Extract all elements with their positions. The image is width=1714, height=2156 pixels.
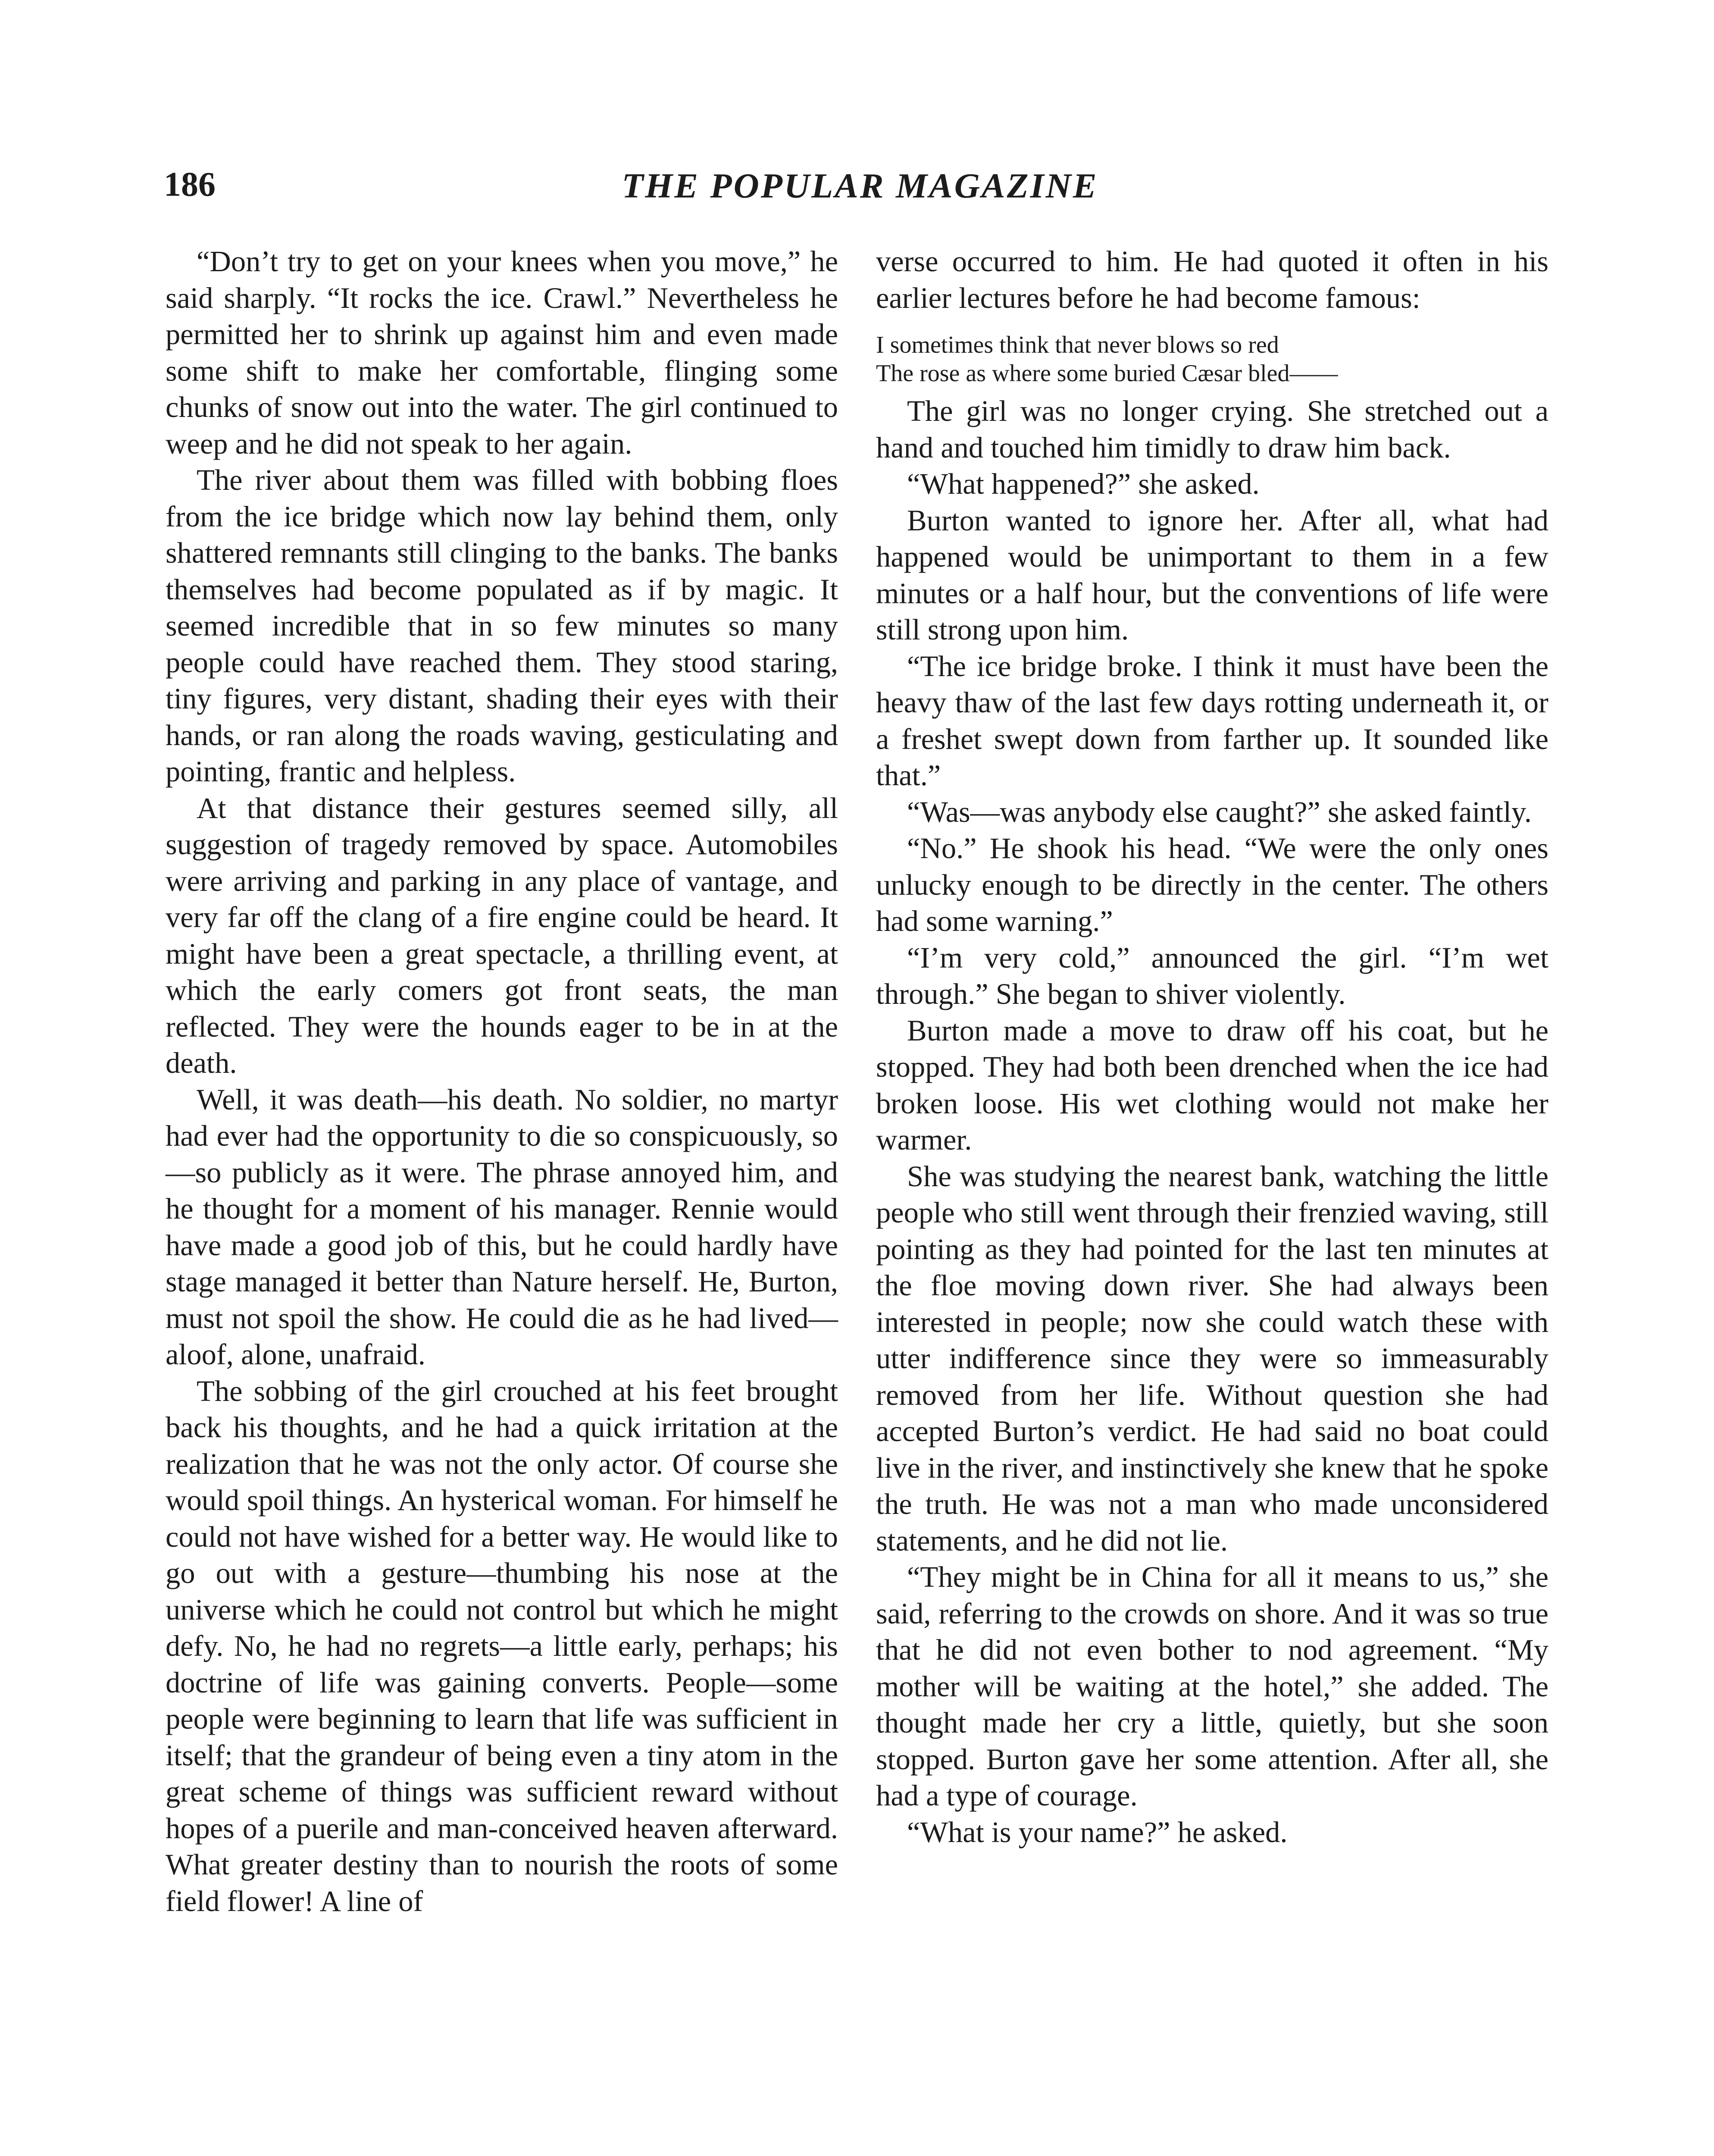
paragraph: She was studying the nearest bank, watching the little people who still went through their frenzied waving, still pointing as they had pointed for the last ten minutes at the floe moving down river. She had always been interested in people; now she could watch these with utter indifference since they were so immeasurably removed from her life. Without question she had accepted Burton’s verdict. He had said no boat could live in the river, and instinctively she knew that he spoke the truth. He was not a man who made unconsidered statements, and he did not lie.	[876, 1159, 1548, 1557]
paragraph: “No.” He shook his head. “We were the only ones unlucky enough to be directly in the center. The others had some warning.”	[876, 832, 1548, 937]
paragraph: Well, it was death—his death. No soldier, no martyr had ever had the opportunity to die so conspicuously, so—so publicly as it were. The phrase annoyed him, and he thought for a moment of his manager. Rennie would have made a good job of this, but he could hardly have stage managed it better than Nature herself. He, Burton, must not spoil the show. He could die as he had lived—aloof, alone, unafraid.	[166, 1083, 838, 1371]
paragraph: verse occurred to him. He had quoted it often in his earlier lectures before he had become famous:	[876, 245, 1548, 314]
paragraph: At that distance their gestures seemed silly, all suggestion of tragedy removed by space. Automobiles were arriving and parking in any place of vantage, and very far off the clang of a fire engine could be heard. It might have been a great spectacle, a thrilling event, at which the early comers got front seats, the man reflected. They were the hounds eager to be in at the death.	[166, 791, 838, 1079]
paragraph: “What is your name?” he asked.	[907, 1815, 1288, 1849]
paragraph: “They might be in China for all it means to us,” she said, referring to the crowds on shore. And it was so true that he did not even bother to nod agreement. “My mother will be waiting at the hotel,” she added. The thought made her cry a little, quietly, but she soon stopped. Burton gave her some attention. After all, she had a type of courage.	[876, 1561, 1548, 1812]
verse-line: I sometimes think that never blows so red	[876, 332, 1279, 358]
paragraph: “Don’t try to get on your knees when you move,” he said sharply. “It rocks the ice. Crawl.” Nevertheless he permitted her to shrink up against him and even made some shift to make her comfortable, flinging some chunks of snow out into the water. The girl continued to weep and he did not speak to her again.	[166, 245, 838, 460]
paragraph: “I’m very cold,” announced the girl. “I’m wet through.” She began to shiver violently.	[876, 941, 1548, 1010]
paragraph: The sobbing of the girl crouched at his feet brought back his thoughts, and he had a quick irritation at the realization that he was not the only actor. Of course she would spoil things. An hysterical woman. For himself he could not have wished for a better way. He would like to go out with a gesture—thumbing his nose at the universe which he could not control but which he might defy. No, he had no regrets—a little early, perhaps; his doctrine of life was gaining converts. People—some people were beginning to learn that life was sufficient in itself; that the grandeur of being even a tiny atom in the great scheme of things was sufficient reward without hopes of a puerile and man-conceived heaven afterward. What greater destiny than to nourish the roots of some field flower! A line of	[166, 1374, 838, 1918]
right-column	[876, 243, 1548, 1850]
paragraph: The girl was no longer crying. She stretched out a hand and touched him timidly to draw him back.	[876, 395, 1548, 464]
paragraph: Burton wanted to ignore her. After all, what had happened would be unimportant to them in a few minutes or a half hour, but the conventions of life were still strong upon him.	[876, 504, 1548, 646]
verse-quotation	[876, 331, 1548, 388]
paragraph: Burton made a move to draw off his coat, but he stopped. They had both been drenched when the ice had broken loose. His wet clothing would not make her warmer.	[876, 1014, 1548, 1156]
left-column	[166, 243, 838, 1919]
page-number: 186	[164, 166, 216, 204]
paragraph: “Was—was anybody else caught?” she asked faintly.	[907, 795, 1532, 828]
verse-line: The rose as where some buried Cæsar bled——	[876, 360, 1338, 387]
running-head: THE POPULAR MAGAZINE	[622, 166, 1098, 205]
paragraph: “The ice bridge broke. I think it must have been the heavy thaw of the last few days rotting underneath it, or a freshet swept down from farther up. It sounded like that.”	[876, 649, 1548, 792]
paragraph: “What happened?” she asked.	[907, 467, 1260, 500]
paragraph: The river about them was filled with bobbing floes from the ice bridge which now lay behind them, only shattered remnants still clinging to the banks. The banks themselves had become populated as if by magic. It seemed incredible that in so few minutes so many people could have reached them. They stood staring, tiny figures, very distant, shading their eyes with their hands, or ran along the roads waving, gesticulating and pointing, frantic and helpless.	[166, 464, 838, 788]
